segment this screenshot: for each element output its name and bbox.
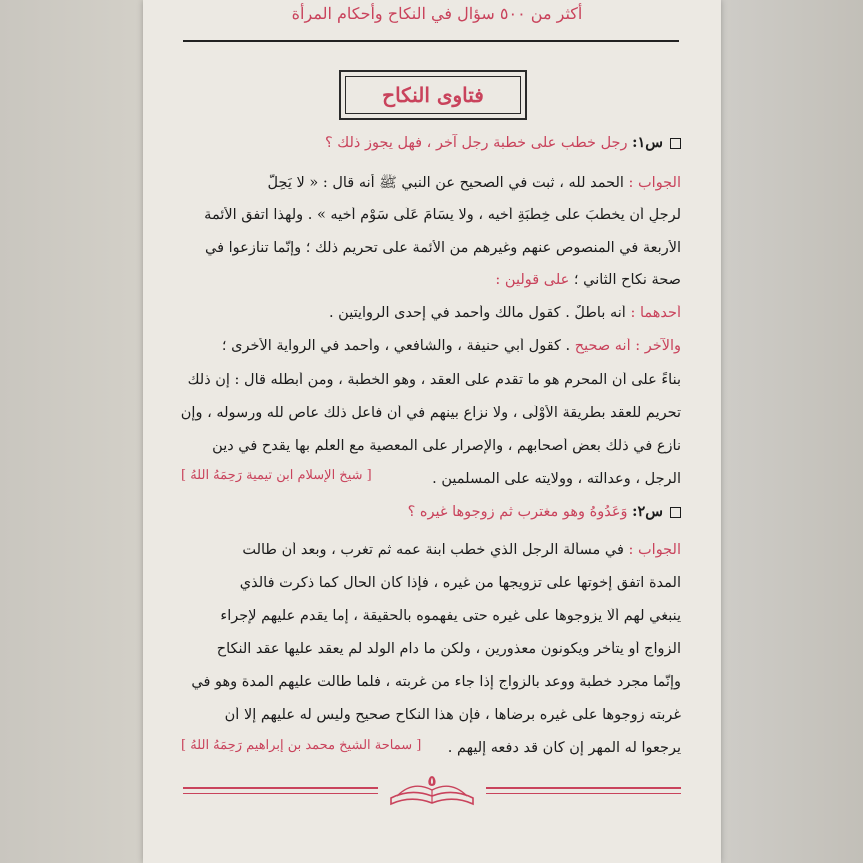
answer-2-line-3: ينبغي لهم ألَّا يزوجوها على غيره حتى يفهموه بالحقيقة ، إما يقدم عليهم لإجراء: [220, 608, 681, 624]
question-2-label: س٢:: [632, 503, 663, 520]
answer-2-source: [ سماحة الشيخ محمد بن إبراهيم رَحِمَهُ اللهُ ]: [181, 738, 422, 753]
answer-1-rest-4: الرجل ، وعدالته ، وولايته على المسلمين .: [432, 471, 681, 487]
checkbox-square-icon: [670, 507, 681, 518]
second-view-label: والآخر : أنه صحيح: [574, 338, 681, 354]
answer-1-two-views: على قولين :: [495, 272, 570, 288]
book-page: [143, 0, 721, 863]
section-title-box: [339, 70, 527, 120]
first-view-text: أنه باطلٌ . كقول مالك وأحمد في إحدى الروايتين .: [328, 305, 626, 321]
open-book-icon: [387, 760, 477, 810]
question-1-label: س١:: [632, 134, 663, 151]
question-1: [181, 134, 681, 151]
footer-rule-right-thin: [486, 793, 681, 794]
page-number: ٥: [427, 772, 437, 790]
answer-2-line-7: يرجعوا له المهر إن كان قد دفعه إليهم .: [447, 740, 681, 756]
answer-2-line-2: المدة اتفق إخوتها على تزويجها من غيره ، فإذا كان الحال كما ذكرت فالذي: [239, 575, 681, 591]
footer-rule-left-thin: [183, 793, 378, 794]
answer-2-text-1: في مسألة الرجل الذي خطب ابنة عمه ثم تغرب ، وبعد أن طالت: [242, 542, 624, 558]
answer-1-source: [ شيخ الإسلام ابن تيمية رَحِمَهُ اللهُ ]: [181, 468, 372, 483]
answer-2-label: الجواب :: [628, 542, 681, 558]
running-header: أكثر من ٥٠٠ سؤال في النكاح وأحكام المرأة: [291, 4, 583, 23]
footer-rule-left: [183, 787, 378, 789]
answer-1-line-1: [181, 174, 681, 195]
answer-2-line-6: غربته زوجوها على غيره برضاها ، فإن هذا النكاح صحيح وليس له عليهم إلا أن: [224, 707, 681, 723]
answer-2-line-4: الزواج أو يتأخر ويكونون معذورين ، ولكن ما دام الولد لم يعقد عليها عقد النكاح: [216, 641, 681, 657]
answer-1-rest-3: نازع في ذلك بعض أصحابهم ، والإصرار على المعصية مع العلم بها يقدح في دين: [212, 438, 681, 454]
header-rule: [183, 40, 679, 42]
answer-1-line-4: [181, 272, 681, 288]
answer-1-text-1: الحمد لله ، ثبت في الصحيح عن النبي ﷺ أنه قال : « لا يَحِلُّ: [267, 175, 624, 191]
answer-1-line-3: الأربعة في المنصوص عنهم وغيرهم من الأئمة على تحريم ذلك ؛ وإنَّما تنازعوا في: [205, 240, 681, 256]
section-title: فتاوى النكاح: [345, 76, 521, 114]
first-view-label: أحدهما :: [630, 305, 681, 321]
answer-2-line-1: [181, 542, 681, 558]
answer-1-second-view: [181, 338, 681, 354]
question-1-text: رجل خطب على خطبة رجل آخر ، فهل يجوز ذلك ؟: [324, 135, 628, 151]
second-view-text: . كقول أبي حنيفة ، والشافعي ، وأحمد في الرواية الأخرى ؛: [221, 338, 571, 354]
background-left: [0, 0, 145, 863]
checkbox-square-icon: [670, 138, 681, 149]
footer-rule-right: [486, 787, 681, 789]
answer-1-line-2: لرجلٍ أن يخطبَ على خِطْبَةِ أخيه ، ولا يسَامَ عَلَى سَوْمِ أخيه » . ولهذا اتفق الأئمة: [204, 207, 681, 223]
question-2: [181, 503, 681, 520]
answer-1-rest-1: بناءً على أن المحرم هو ما تقدم على العقد ، وهو الخطبة ، ومن أبطله قال : إن ذلك: [187, 372, 681, 388]
background-right: [713, 0, 863, 863]
answer-2-line-5: وإنَّما مجرد خطبة ووعد بالزواج إذا جاء من غربته ، فلما طالت عليهم المدة وهو في: [191, 674, 681, 690]
question-2-text: وَعَدُوهُ وهو مغترب ثم زوجوها غيره ؟: [407, 504, 628, 520]
answer-1-first-view: [181, 305, 681, 321]
answer-1-label: الجواب :: [628, 175, 681, 191]
answer-1-rest-2: تحريم للعقد بطريقة الأَوْلَى ، ولا نزاع بينهم في أن فاعل ذلك عاص لله ورسوله ، وإن: [181, 405, 681, 421]
answer-1-text-4: صحة نكاح الثاني ؛: [573, 272, 681, 288]
